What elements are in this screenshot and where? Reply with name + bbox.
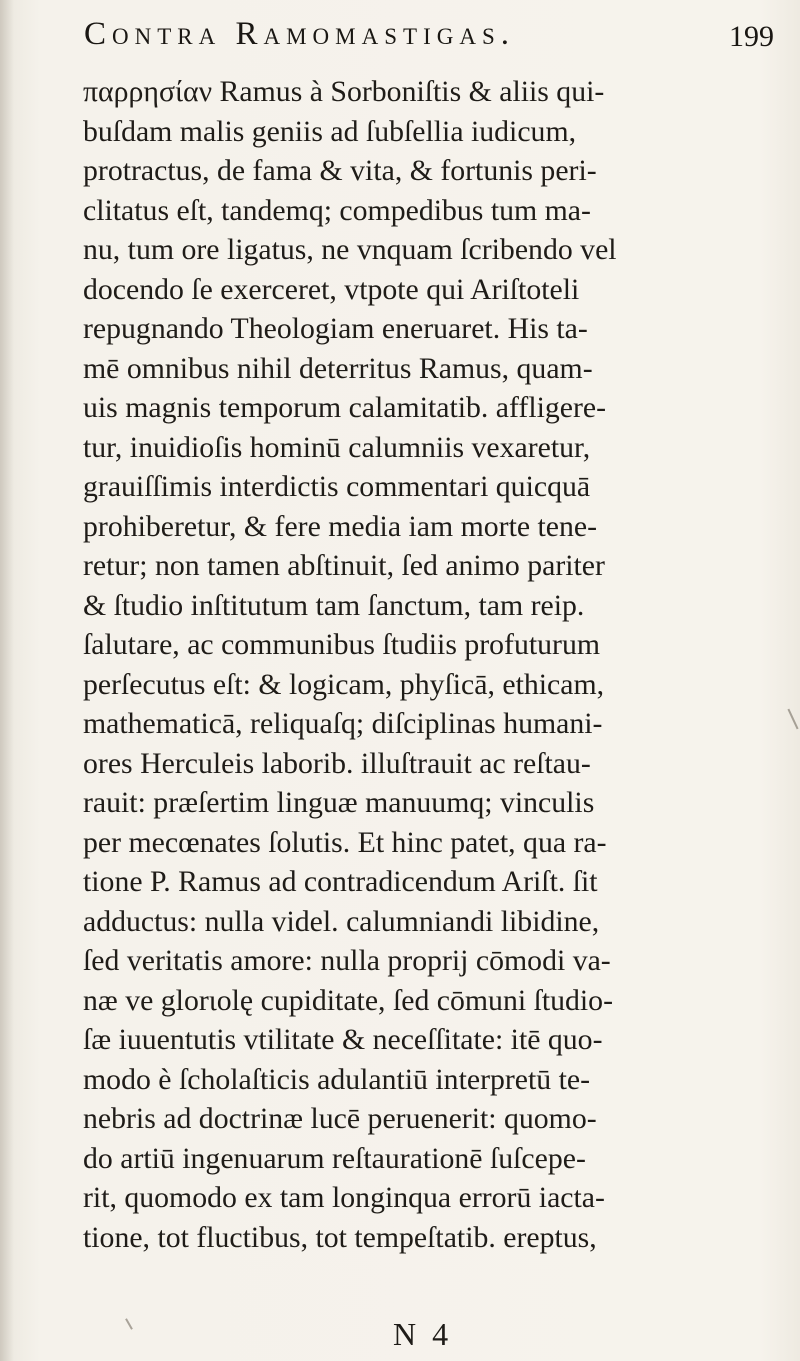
text-line: rauit: præſertim linguæ manuumq; vinculis (83, 786, 595, 819)
paper-speck (787, 709, 798, 730)
text-line: ores Herculeis laborib. illuſtrauit ac reſtau- (83, 746, 591, 780)
text-line: rit, quomodo ex tam longinqua errorū iacta- (83, 1181, 605, 1214)
text-line: & ſtudio inſtitutum tam ſanctum, tam reip. (83, 588, 585, 622)
text-line: protractus, de fama & vita, & fortunis peri- (83, 154, 597, 187)
text-line: ſalutare, ac communibus ſtudiis profuturum (83, 628, 601, 661)
text-line: nebris ad doctrinæ lucē peruenerit: quomo- (83, 1102, 597, 1135)
text-line: næ ve glorιolę cupiditate, ſed cōmuni ſtudio- (83, 983, 614, 1017)
text-line: docendo ſe exerceret, vtpote qui Ariſtoteli (83, 272, 580, 306)
paper-speck (125, 1318, 133, 1329)
text-line: mē omnibus nihil deterritus Ramus, quam- (83, 351, 593, 385)
signature-mark: N 4 (393, 1316, 453, 1352)
text-line: ſed veritatis amore: nulla proprij cōmodi va- (83, 944, 611, 977)
running-head (84, 16, 774, 62)
text-line: παρρησίαν Ramus à Sorboniſtis & aliis qui- (83, 75, 605, 108)
text-line: buſdam malis geniis ad ſubſellia iudicum, (83, 114, 577, 148)
text-line: perſecutus eſt: & logicam, phyſicā, ethicam, (83, 667, 605, 701)
running-title: Contra Ramomastigas. (84, 16, 515, 52)
text-line: retur; non tamen abſtinuit, ſed animo pariter (83, 549, 605, 582)
text-line: nu, tum ore ligatus, ne vnquam ſcribendo vel (83, 233, 617, 266)
text-line: per mecœnates ſolutis. Et hinc patet, qua ra- (83, 825, 607, 859)
text-line: do artiū ingenuarum reſtaurationē ſuſcepe- (83, 1141, 586, 1175)
text-line: repugnando Theologiam eneruaret. His ta- (83, 312, 588, 345)
body-text (83, 72, 788, 1257)
text-line: modo è ſcholaſticis adulantiū interpretū te- (83, 1062, 591, 1096)
text-line: mathematicā, reliquaſq; diſciplinas humani- (83, 707, 603, 740)
text-line: adductus: nulla videl. calumniandi libidine, (83, 904, 600, 938)
text-line: grauiſſimis interdictis commentari quicquā (83, 470, 591, 503)
signature-mark-wrap (393, 1316, 483, 1356)
text-line: tione P. Ramus ad contradicendum Ariſt. ſit (83, 865, 598, 898)
text-line: uis magnis temporum calamitatib. affligere- (83, 391, 607, 424)
text-line: ſæ iuuentutis vtilitate & neceſſitate: itē quo- (83, 1023, 603, 1056)
text-line: prohiberetur, & fere media iam morte tene- (83, 509, 598, 543)
page-number: 199 (729, 20, 774, 53)
gutter-shadow (0, 0, 14, 1361)
text-line: tur, inuidioſis hominū calumniis vexaretur, (83, 430, 591, 464)
text-line: tione, tot fluctibus, tot tempeſtatib. ereptus, (83, 1220, 597, 1254)
text-line: clitatus eſt, tandemq; compedibus tum ma- (83, 193, 591, 227)
